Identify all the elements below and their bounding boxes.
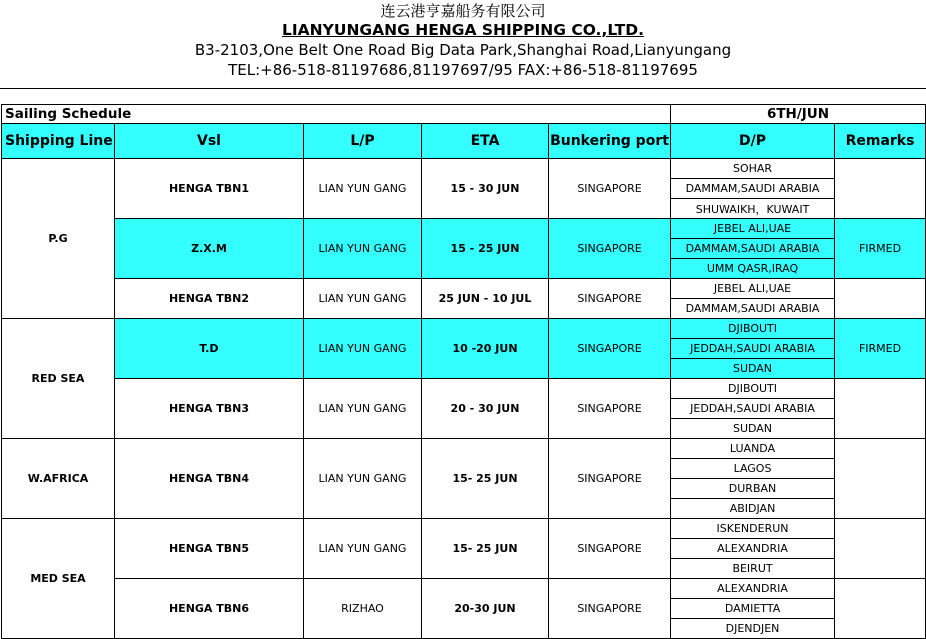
table-row: [2, 219, 926, 239]
remarks-cell: [835, 519, 926, 579]
discharge-port-cell: UMM QASR,IRAQ: [671, 259, 835, 279]
loading-port-cell: LIAN YUN GANG: [304, 159, 422, 219]
discharge-port-cell: JEBEL ALI,UAE: [671, 279, 835, 299]
col-header-lp: L/P: [304, 124, 422, 159]
discharge-port-cell: JEDDAH,SAUDI ARABIA: [671, 339, 835, 359]
discharge-port-cell: BEIRUT: [671, 559, 835, 579]
discharge-port-cell: DAMMAM,SAUDI ARABIA: [671, 299, 835, 319]
discharge-port-cell: DJENDJEN: [671, 619, 835, 639]
bunkering-port-cell: SINGAPORE: [549, 379, 671, 439]
discharge-port-cell: ALEXANDRIA: [671, 539, 835, 559]
table-row: [2, 519, 926, 539]
loading-port-cell: RIZHAO: [304, 579, 422, 639]
col-header-shipping-line: Shipping Line: [2, 124, 115, 159]
discharge-port-cell: DURBAN: [671, 479, 835, 499]
discharge-port-cell: SUDAN: [671, 359, 835, 379]
remarks-cell: [835, 279, 926, 319]
loading-port-cell: LIAN YUN GANG: [304, 279, 422, 319]
eta-cell: 15- 25 JUN: [422, 519, 549, 579]
discharge-port-cell: LAGOS: [671, 459, 835, 479]
table-row: [2, 279, 926, 299]
header-divider: [0, 88, 926, 89]
discharge-port-cell: SHUWAIKH，KUWAIT: [671, 199, 835, 219]
vessel-cell: Z.X.M: [115, 219, 304, 279]
bunkering-port-cell: SINGAPORE: [549, 159, 671, 219]
col-header-dp: D/P: [671, 124, 835, 159]
eta-cell: 15 - 25 JUN: [422, 219, 549, 279]
col-header-vsl: Vsl: [115, 124, 304, 159]
remarks-cell: FIRMED: [835, 219, 926, 279]
vessel-cell: HENGA TBN2: [115, 279, 304, 319]
vessel-cell: HENGA TBN1: [115, 159, 304, 219]
eta-cell: 20-30 JUN: [422, 579, 549, 639]
shipping-line-cell: P.G: [2, 159, 115, 319]
discharge-port-cell: SOHAR: [671, 159, 835, 179]
table-row: [2, 579, 926, 599]
eta-cell: 15- 25 JUN: [422, 439, 549, 519]
shipping-line-cell: RED SEA: [2, 319, 115, 439]
discharge-port-cell: DAMIETTA: [671, 599, 835, 619]
discharge-port-cell: ALEXANDRIA: [671, 579, 835, 599]
table-row: [2, 159, 926, 179]
loading-port-cell: LIAN YUN GANG: [304, 219, 422, 279]
col-header-bunkering-port: Bunkering port: [549, 124, 671, 159]
bunkering-port-cell: SINGAPORE: [549, 279, 671, 319]
company-contact: TEL:+86-518-81197686,81197697/95 FAX:+86-518-81197695: [228, 61, 698, 79]
table-row: [2, 439, 926, 459]
discharge-port-cell: DJIBOUTI: [671, 379, 835, 399]
bunkering-port-cell: SINGAPORE: [549, 519, 671, 579]
bunkering-port-cell: SINGAPORE: [549, 219, 671, 279]
company-name-english: LIANYUNGANG HENGA SHIPPING CO.,LTD.: [282, 21, 644, 39]
col-header-eta: ETA: [422, 124, 549, 159]
remarks-cell: [835, 439, 926, 519]
title-row: [2, 105, 926, 124]
eta-cell: 20 - 30 JUN: [422, 379, 549, 439]
eta-cell: 10 -20 JUN: [422, 319, 549, 379]
discharge-port-cell: DJIBOUTI: [671, 319, 835, 339]
remarks-cell: [835, 159, 926, 219]
vessel-cell: HENGA TBN6: [115, 579, 304, 639]
remarks-cell: [835, 379, 926, 439]
col-header-remarks: Remarks: [835, 124, 926, 159]
discharge-port-cell: SUDAN: [671, 419, 835, 439]
loading-port-cell: LIAN YUN GANG: [304, 319, 422, 379]
schedule-date: 6TH/JUN: [671, 105, 926, 124]
schedule-title: Sailing Schedule: [2, 105, 671, 124]
company-address: B3-2103,One Belt One Road Big Data Park,Shanghai Road,Lianyungang: [194, 41, 732, 59]
bunkering-port-cell: SINGAPORE: [549, 579, 671, 639]
remarks-cell: [835, 579, 926, 639]
discharge-port-cell: ABIDJAN: [671, 499, 835, 519]
remarks-cell: FIRMED: [835, 319, 926, 379]
table-row: [2, 379, 926, 399]
discharge-port-cell: DAMMAM,SAUDI ARABIA: [671, 239, 835, 259]
vessel-cell: HENGA TBN5: [115, 519, 304, 579]
bunkering-port-cell: SINGAPORE: [549, 319, 671, 379]
company-name-chinese: 连云港亨嘉船务有限公司: [380, 2, 546, 20]
shipping-line-cell: MED SEA: [2, 519, 115, 639]
discharge-port-cell: LUANDA: [671, 439, 835, 459]
eta-cell: 25 JUN - 10 JUL: [422, 279, 549, 319]
eta-cell: 15 - 30 JUN: [422, 159, 549, 219]
discharge-port-cell: JEBEL ALI,UAE: [671, 219, 835, 239]
loading-port-cell: LIAN YUN GANG: [304, 379, 422, 439]
sailing-schedule-table: [1, 104, 926, 639]
shipping-line-cell: W.AFRICA: [2, 439, 115, 519]
header-row: [2, 124, 926, 159]
table-row: [2, 319, 926, 339]
bunkering-port-cell: SINGAPORE: [549, 439, 671, 519]
discharge-port-cell: DAMMAM,SAUDI ARABIA: [671, 179, 835, 199]
discharge-port-cell: JEDDAH,SAUDI ARABIA: [671, 399, 835, 419]
vessel-cell: HENGA TBN4: [115, 439, 304, 519]
vessel-cell: HENGA TBN3: [115, 379, 304, 439]
loading-port-cell: LIAN YUN GANG: [304, 439, 422, 519]
vessel-cell: T.D: [115, 319, 304, 379]
loading-port-cell: LIAN YUN GANG: [304, 519, 422, 579]
discharge-port-cell: ISKENDERUN: [671, 519, 835, 539]
